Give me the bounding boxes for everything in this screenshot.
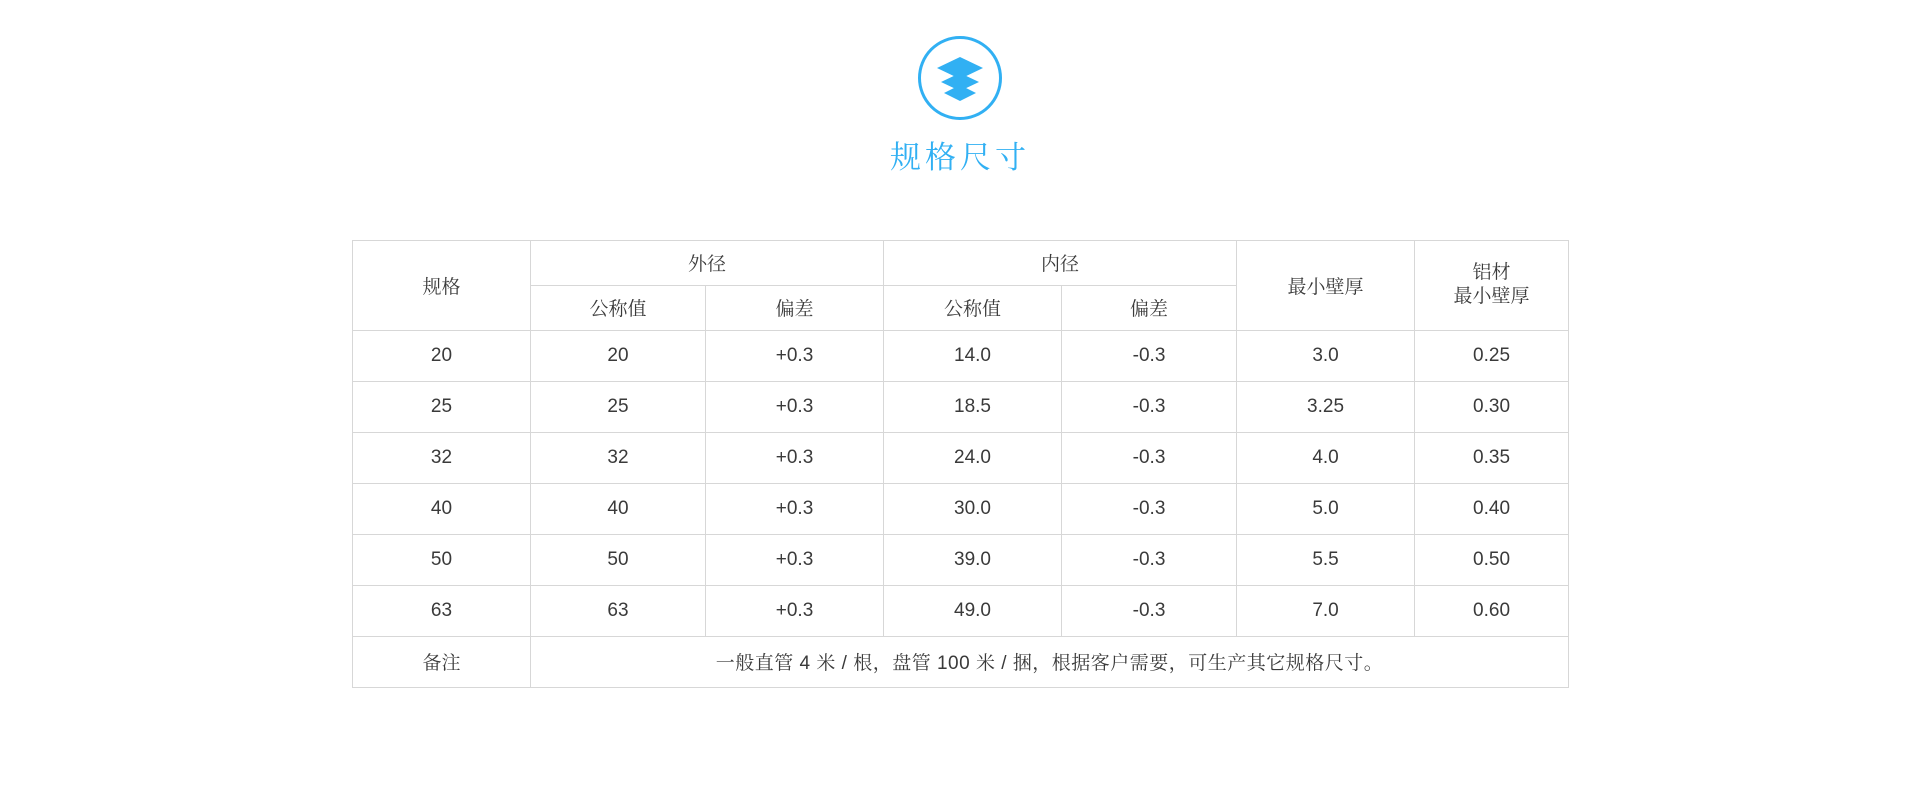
table-row xyxy=(353,483,1569,534)
cell-min-wall: 5.5 xyxy=(1237,534,1415,585)
header-cell-id-tolerance: 偏差 xyxy=(1062,285,1237,330)
cell-id-tolerance: -0.3 xyxy=(1062,330,1237,381)
table-header-row-top xyxy=(353,240,1569,285)
cell-id-tolerance: -0.3 xyxy=(1062,432,1237,483)
cell-spec: 20 xyxy=(353,330,531,381)
page-title: 规格尺寸 xyxy=(890,140,1030,175)
table-row xyxy=(353,330,1569,381)
table-row xyxy=(353,585,1569,636)
cell-od-tolerance: +0.3 xyxy=(706,330,884,381)
cell-od-nominal: 40 xyxy=(531,483,706,534)
header-cell-aluminum-min-wall xyxy=(1415,240,1569,330)
cell-id-nominal: 30.0 xyxy=(884,483,1062,534)
cell-od-nominal: 32 xyxy=(531,432,706,483)
cell-spec: 40 xyxy=(353,483,531,534)
cell-od-tolerance: +0.3 xyxy=(706,585,884,636)
cell-min-wall: 3.0 xyxy=(1237,330,1415,381)
header-cell-min-wall: 最小壁厚 xyxy=(1237,240,1415,330)
cell-min-wall: 7.0 xyxy=(1237,585,1415,636)
cell-od-nominal: 63 xyxy=(531,585,706,636)
note-label: 备注 xyxy=(353,636,531,687)
header-cell-id-nominal: 公称值 xyxy=(884,285,1062,330)
cell-id-nominal: 39.0 xyxy=(884,534,1062,585)
header-cell-inner-diameter: 内径 xyxy=(884,240,1237,285)
cell-spec: 32 xyxy=(353,432,531,483)
table-note-row xyxy=(353,636,1569,687)
header-aluminum-line1: 铝材 xyxy=(1472,261,1511,283)
cell-alu-min-wall: 0.35 xyxy=(1415,432,1569,483)
cell-spec: 63 xyxy=(353,585,531,636)
header-cell-outer-diameter: 外径 xyxy=(531,240,884,285)
cell-od-nominal: 50 xyxy=(531,534,706,585)
cell-id-nominal: 14.0 xyxy=(884,330,1062,381)
cell-min-wall: 5.0 xyxy=(1237,483,1415,534)
page-header xyxy=(0,0,1920,194)
cell-od-tolerance: +0.3 xyxy=(706,483,884,534)
cell-id-tolerance: -0.3 xyxy=(1062,534,1237,585)
cell-id-nominal: 24.0 xyxy=(884,432,1062,483)
cell-spec: 25 xyxy=(353,381,531,432)
cell-id-nominal: 49.0 xyxy=(884,585,1062,636)
cell-min-wall: 3.25 xyxy=(1237,381,1415,432)
cell-alu-min-wall: 0.25 xyxy=(1415,330,1569,381)
header-cell-od-tolerance: 偏差 xyxy=(706,285,884,330)
table-row xyxy=(353,432,1569,483)
header-cell-spec: 规格 xyxy=(353,240,531,330)
cell-alu-min-wall: 0.30 xyxy=(1415,381,1569,432)
note-text: 一般直管 4 米 / 根，盘管 100 米 / 捆，根据客户需要，可生产其它规格尺寸。 xyxy=(531,636,1569,687)
table-body xyxy=(353,330,1569,687)
cell-alu-min-wall: 0.60 xyxy=(1415,585,1569,636)
layers-icon xyxy=(918,36,1002,120)
header-cell-od-nominal: 公称值 xyxy=(531,285,706,330)
cell-id-nominal: 18.5 xyxy=(884,381,1062,432)
spec-table xyxy=(352,240,1569,688)
cell-od-nominal: 20 xyxy=(531,330,706,381)
cell-od-tolerance: +0.3 xyxy=(706,534,884,585)
cell-od-tolerance: +0.3 xyxy=(706,432,884,483)
table-header xyxy=(353,240,1569,330)
table-row xyxy=(353,381,1569,432)
cell-id-tolerance: -0.3 xyxy=(1062,483,1237,534)
cell-spec: 50 xyxy=(353,534,531,585)
cell-id-tolerance: -0.3 xyxy=(1062,585,1237,636)
cell-od-nominal: 25 xyxy=(531,381,706,432)
cell-id-tolerance: -0.3 xyxy=(1062,381,1237,432)
cell-min-wall: 4.0 xyxy=(1237,432,1415,483)
cell-alu-min-wall: 0.50 xyxy=(1415,534,1569,585)
header-aluminum-line2: 最小壁厚 xyxy=(1453,286,1530,308)
cell-alu-min-wall: 0.40 xyxy=(1415,483,1569,534)
spec-table-container xyxy=(352,240,1568,688)
cell-od-tolerance: +0.3 xyxy=(706,381,884,432)
table-row xyxy=(353,534,1569,585)
